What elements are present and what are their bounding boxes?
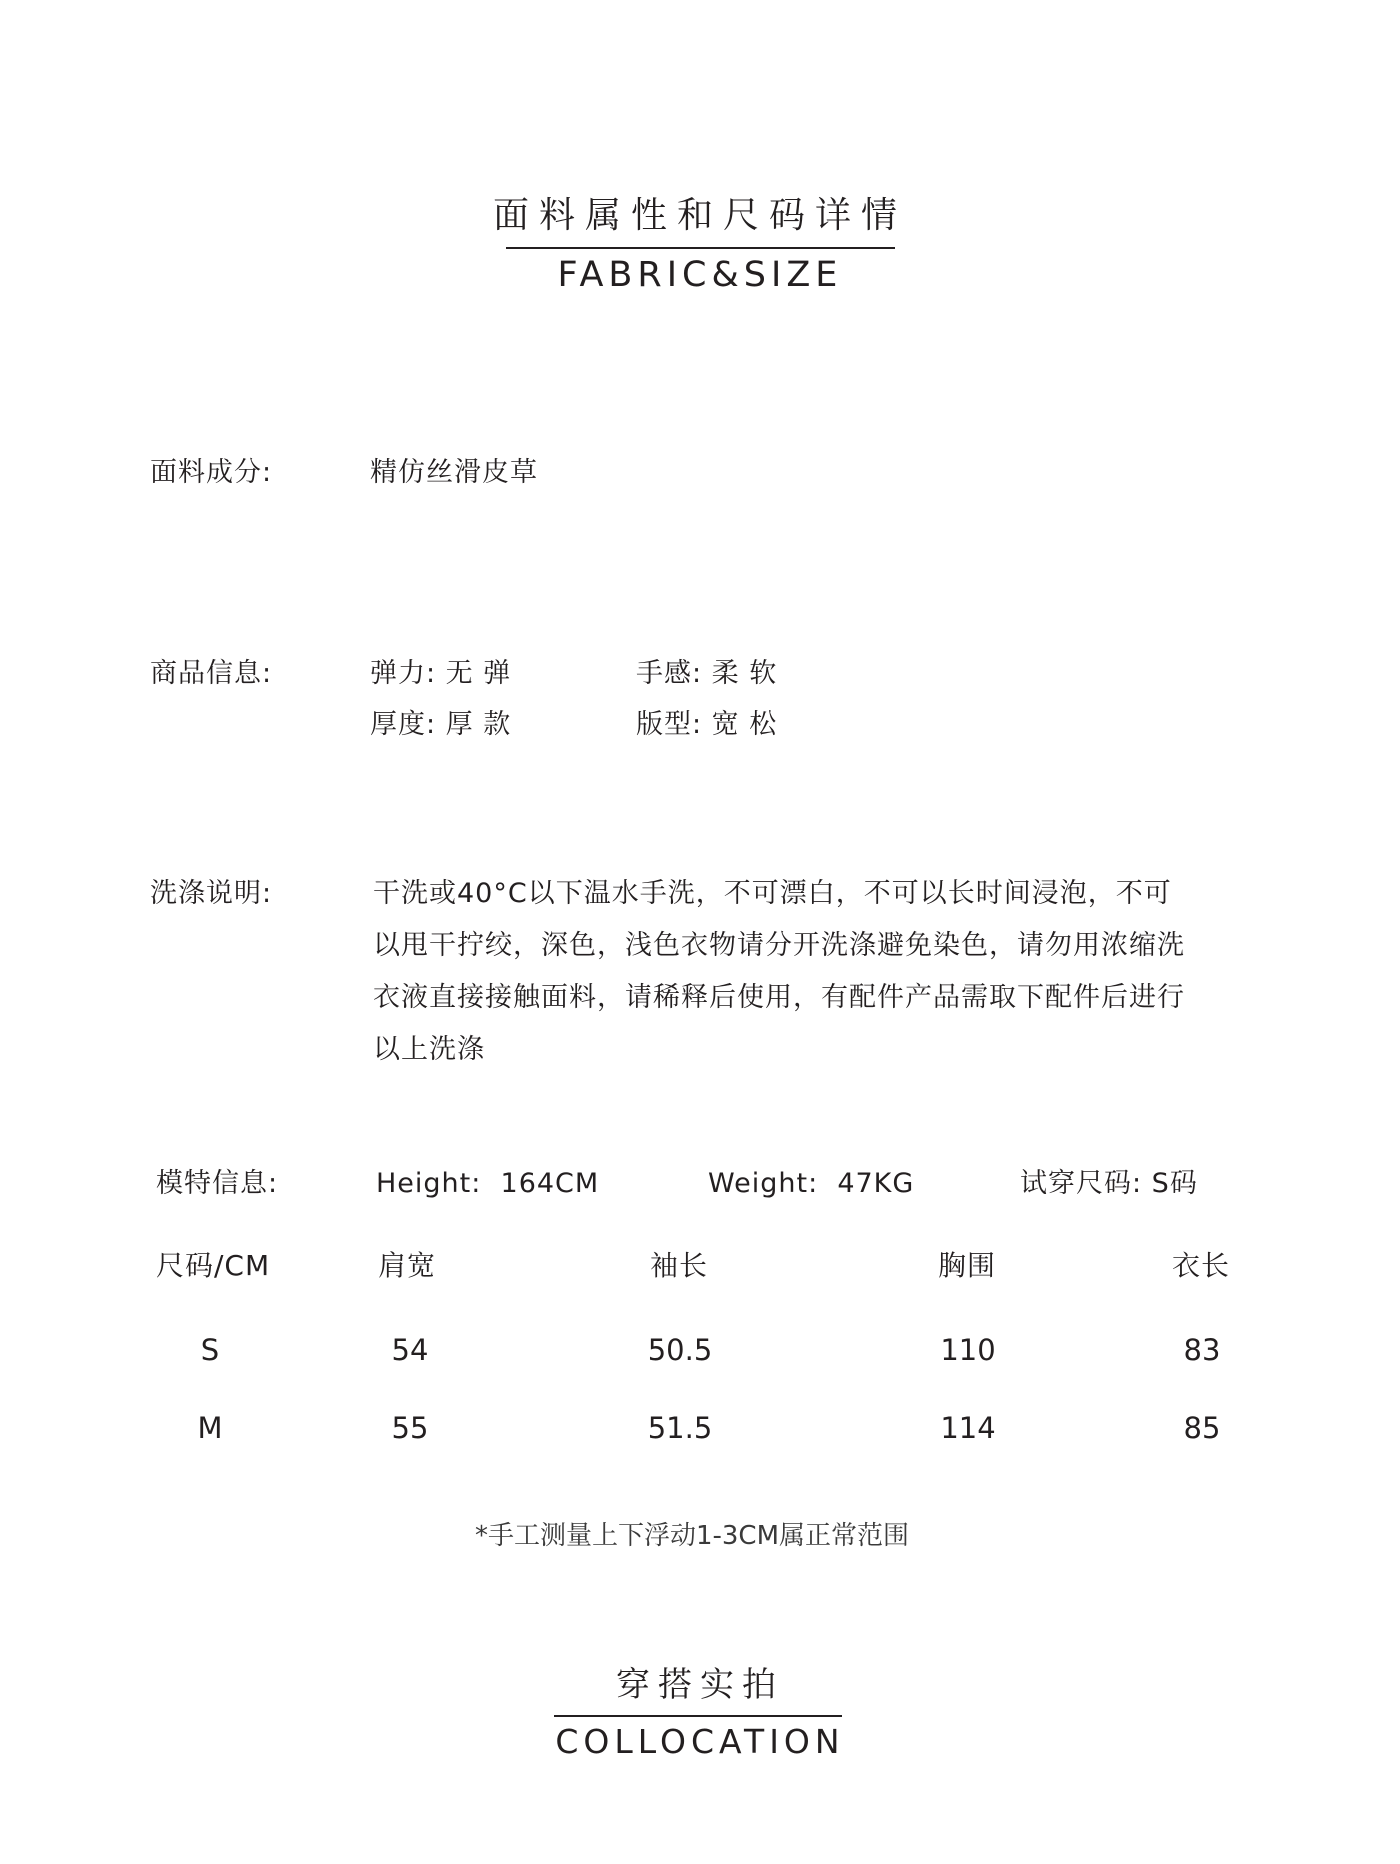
- cell-size: S: [200, 1333, 220, 1367]
- cell-shoulder: 54: [391, 1333, 429, 1367]
- washing-line: 衣液直接接触面料，请稀释后使用，有配件产品需取下配件后进行: [373, 982, 1185, 1013]
- composition-label: 面料成分:: [150, 457, 273, 488]
- collocation-divider: [554, 1715, 842, 1717]
- washing-line: 以上洗涤: [373, 1034, 485, 1065]
- elasticity-value: 弹力: 无 弹: [370, 658, 512, 689]
- fabric-size-title-en: FABRIC&SIZE: [557, 255, 843, 295]
- fabric-size-divider: [506, 247, 895, 249]
- model-height: Height: 164CM: [376, 1168, 600, 1199]
- product-info-label: 商品信息:: [150, 658, 273, 689]
- cell-sleeve: 51.5: [647, 1411, 713, 1445]
- cell-sleeve: 50.5: [647, 1333, 713, 1367]
- header-chest: 胸围: [938, 1249, 997, 1282]
- cell-chest: 110: [940, 1333, 996, 1367]
- composition-value: 精仿丝滑皮草: [370, 457, 538, 488]
- header-shoulder: 肩宽: [378, 1249, 437, 1282]
- collocation-title-en: COLLOCATION: [555, 1722, 845, 1761]
- model-weight: Weight: 47KG: [708, 1168, 915, 1199]
- model-size: 试穿尺码: S码: [1020, 1168, 1198, 1199]
- cell-shoulder: 55: [391, 1411, 429, 1445]
- washing-line: 干洗或40°C以下温水手洗，不可漂白，不可以长时间浸泡，不可: [373, 878, 1172, 909]
- cell-length: 85: [1183, 1411, 1221, 1445]
- header-length: 衣长: [1172, 1249, 1231, 1282]
- feel-value: 手感: 柔 软: [636, 658, 778, 689]
- washing-line: 以甩干拧绞，深色，浅色衣物请分开洗涤避免染色，请勿用浓缩洗: [373, 930, 1185, 961]
- header-size-cm: 尺码/CM: [156, 1249, 271, 1282]
- cell-length: 83: [1183, 1333, 1221, 1367]
- collocation-title-cn: 穿搭实拍: [616, 1665, 784, 1705]
- fit-value: 版型: 宽 松: [636, 709, 778, 740]
- header-sleeve: 袖长: [650, 1249, 709, 1282]
- measurement-note: *手工测量上下浮动1-3CM属正常范围: [474, 1521, 910, 1551]
- model-info-label: 模特信息:: [156, 1168, 279, 1199]
- thickness-value: 厚度: 厚 款: [370, 709, 512, 740]
- cell-chest: 114: [940, 1411, 996, 1445]
- fabric-size-title-cn: 面料属性和尺码详情: [492, 195, 907, 236]
- washing-label: 洗涤说明:: [150, 878, 273, 909]
- cell-size: M: [197, 1411, 223, 1445]
